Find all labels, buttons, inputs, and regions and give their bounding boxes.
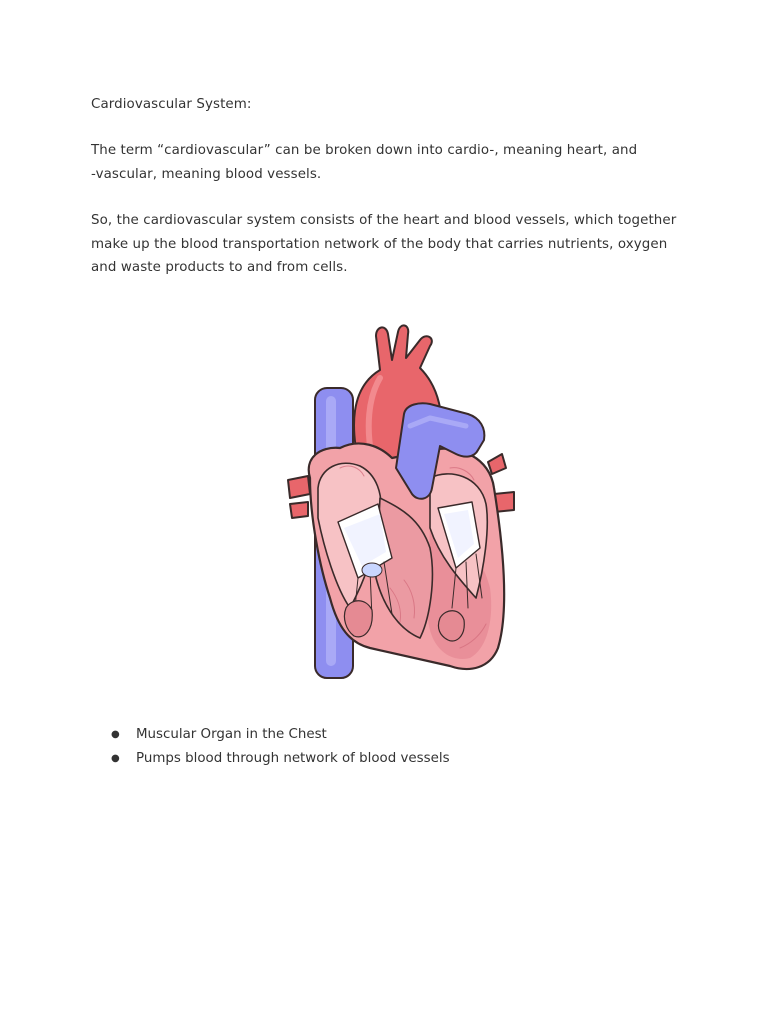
intro-paragraph <box>91 139 691 186</box>
intro-paragraph-line: The term “cardiovascular” can be broken down into cardio-, meaning heart, and <box>91 143 638 158</box>
definition-paragraph-line: So, the cardiovascular system consists of the heart and blood vessels, which together <box>91 213 677 228</box>
definition-paragraph <box>91 209 691 280</box>
document-heading: Cardiovascular System: <box>91 97 252 112</box>
intro-paragraph-line: -vascular, meaning blood vessels. <box>91 166 322 182</box>
definition-paragraph-line: and waste products to and from cells. <box>91 260 348 275</box>
definition-paragraph-line: make up the blood transportation network of the body that carries nutrients, oxygen <box>91 236 668 252</box>
heart-anatomy-illustration <box>280 318 520 690</box>
list-item <box>111 723 450 747</box>
key-points-list <box>111 723 450 770</box>
list-item <box>111 747 450 771</box>
list-item-text: Muscular Organ in the Chest <box>136 727 327 742</box>
bullet-icon: ● <box>111 752 120 764</box>
list-item-text: Pumps blood through network of blood vessels <box>136 750 450 766</box>
bullet-icon: ● <box>111 729 120 740</box>
